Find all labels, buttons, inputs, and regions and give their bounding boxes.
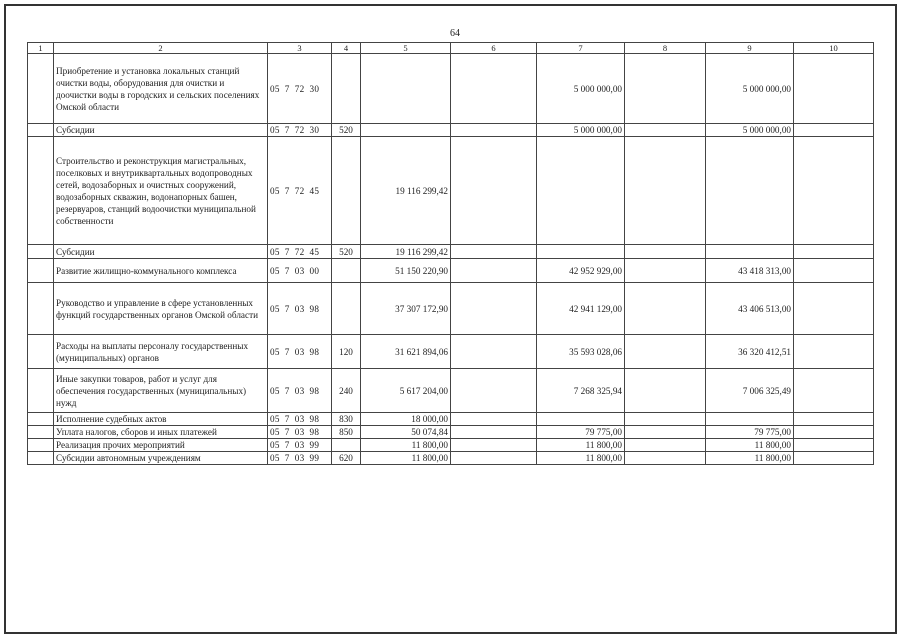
code-segment: 03 <box>294 265 305 276</box>
expense-type-code <box>332 137 361 245</box>
amount-c5: 31 621 894,06 <box>361 335 451 369</box>
row-index-cell <box>28 124 54 137</box>
classification-code <box>268 54 332 124</box>
code-segment: 05 <box>270 125 280 135</box>
amount-c5: 19 116 299,42 <box>361 245 451 259</box>
amount-c6 <box>451 452 537 465</box>
expense-type-code <box>332 54 361 124</box>
amount-c7 <box>537 245 625 259</box>
amount-c8 <box>625 124 706 137</box>
code-segment: 7 <box>284 246 290 257</box>
amount-c5: 18 000,00 <box>361 413 451 426</box>
amount-c5: 50 074,84 <box>361 426 451 439</box>
code-segment: 00 <box>309 265 320 276</box>
code-segment: 72 <box>294 125 305 135</box>
amount-c8 <box>625 413 706 426</box>
table-row <box>28 245 874 259</box>
amount-c8 <box>625 54 706 124</box>
amount-c8 <box>625 245 706 259</box>
amount-c9: 5 000 000,00 <box>706 54 794 124</box>
code-segment: 30 <box>309 125 320 135</box>
code-segment: 98 <box>309 385 320 396</box>
code-segment: 05 <box>270 385 280 396</box>
column-number: 3 <box>268 43 332 54</box>
code-segment: 05 <box>270 185 280 196</box>
amount-c10 <box>794 259 874 283</box>
code-segment: 03 <box>294 385 305 396</box>
code-segment: 05 <box>270 427 280 437</box>
amount-c8 <box>625 452 706 465</box>
amount-c7: 35 593 028,06 <box>537 335 625 369</box>
amount-c7: 42 952 929,00 <box>537 259 625 283</box>
item-description: Исполнение судебных актов <box>54 413 268 426</box>
code-segment: 7 <box>284 265 290 276</box>
code-segment: 05 <box>270 346 280 357</box>
expense-type-code <box>332 283 361 335</box>
table-row <box>28 137 874 245</box>
code-segment: 05 <box>270 440 280 450</box>
page-number: 64 <box>450 28 460 39</box>
column-number: 2 <box>54 43 268 54</box>
item-description: Расходы на выплаты персоналу государственных (муниципальных) органов <box>54 335 268 369</box>
classification-code <box>268 413 332 426</box>
amount-c6 <box>451 54 537 124</box>
column-number: 5 <box>361 43 451 54</box>
code-segment: 7 <box>284 414 290 424</box>
code-segment: 98 <box>309 303 320 314</box>
code-segment: 05 <box>270 453 280 463</box>
expense-type-code <box>332 259 361 283</box>
column-number: 4 <box>332 43 361 54</box>
classification-code <box>268 259 332 283</box>
code-segment: 99 <box>309 453 320 463</box>
amount-c6 <box>451 369 537 413</box>
table-row <box>28 369 874 413</box>
amount-c6 <box>451 137 537 245</box>
row-index-cell <box>28 335 54 369</box>
expense-type-code: 620 <box>332 452 361 465</box>
amount-c9 <box>706 245 794 259</box>
column-number: 9 <box>706 43 794 54</box>
expense-type-code: 520 <box>332 124 361 137</box>
table-row <box>28 452 874 465</box>
row-index-cell <box>28 54 54 124</box>
amount-c9: 79 775,00 <box>706 426 794 439</box>
item-description: Реализация прочих мероприятий <box>54 439 268 452</box>
item-description: Иные закупки товаров, работ и услуг для обеспечения государственных (муниципальных) нужд <box>54 369 268 413</box>
classification-code <box>268 137 332 245</box>
amount-c10 <box>794 54 874 124</box>
row-index-cell <box>28 452 54 465</box>
amount-c10 <box>794 137 874 245</box>
code-segment: 03 <box>294 303 305 314</box>
amount-c10 <box>794 439 874 452</box>
row-index-cell <box>28 283 54 335</box>
amount-c7: 5 000 000,00 <box>537 54 625 124</box>
amount-c9: 5 000 000,00 <box>706 124 794 137</box>
row-index-cell <box>28 439 54 452</box>
amount-c5: 19 116 299,42 <box>361 137 451 245</box>
code-segment: 7 <box>284 346 290 357</box>
item-description: Приобретение и установка локальных станций очистки воды, оборудования для очистки и доочистки воды в городских и сельских поселениях Омской области <box>54 54 268 124</box>
amount-c5: 11 800,00 <box>361 439 451 452</box>
amount-c9 <box>706 413 794 426</box>
code-segment: 05 <box>270 303 280 314</box>
code-segment: 7 <box>284 83 290 94</box>
amount-c8 <box>625 369 706 413</box>
classification-code <box>268 369 332 413</box>
amount-c8 <box>625 335 706 369</box>
budget-table <box>27 42 874 465</box>
amount-c10 <box>794 413 874 426</box>
code-segment: 99 <box>309 440 320 450</box>
amount-c7: 79 775,00 <box>537 426 625 439</box>
amount-c6 <box>451 124 537 137</box>
amount-c5 <box>361 54 451 124</box>
item-description: Развитие жилищно-коммунального комплекса <box>54 259 268 283</box>
row-index-cell <box>28 137 54 245</box>
amount-c6 <box>451 439 537 452</box>
code-segment: 7 <box>284 427 290 437</box>
expense-type-code <box>332 439 361 452</box>
amount-c8 <box>625 439 706 452</box>
column-number: 8 <box>625 43 706 54</box>
code-segment: 05 <box>270 414 280 424</box>
amount-c10 <box>794 283 874 335</box>
table-row <box>28 426 874 439</box>
amount-c7: 11 800,00 <box>537 439 625 452</box>
amount-c10 <box>794 335 874 369</box>
expense-type-code: 830 <box>332 413 361 426</box>
item-description: Субсидии <box>54 124 268 137</box>
code-segment: 98 <box>309 414 320 424</box>
item-description: Руководство и управление в сфере установленных функций государственных органов Омской области <box>54 283 268 335</box>
column-number: 1 <box>28 43 54 54</box>
amount-c10 <box>794 245 874 259</box>
amount-c6 <box>451 283 537 335</box>
column-number: 6 <box>451 43 537 54</box>
amount-c6 <box>451 245 537 259</box>
code-segment: 72 <box>294 246 305 257</box>
amount-c8 <box>625 137 706 245</box>
code-segment: 7 <box>284 453 290 463</box>
code-segment: 45 <box>309 246 320 257</box>
amount-c9: 11 800,00 <box>706 452 794 465</box>
amount-c9: 7 006 325,49 <box>706 369 794 413</box>
amount-c10 <box>794 426 874 439</box>
expense-type-code: 850 <box>332 426 361 439</box>
table-row <box>28 413 874 426</box>
row-index-cell <box>28 259 54 283</box>
table-row <box>28 54 874 124</box>
code-segment: 7 <box>284 440 290 450</box>
table-row <box>28 335 874 369</box>
column-number: 10 <box>794 43 874 54</box>
amount-c10 <box>794 124 874 137</box>
amount-c5: 11 800,00 <box>361 452 451 465</box>
code-segment: 72 <box>294 83 305 94</box>
column-number-row <box>28 43 874 54</box>
code-segment: 7 <box>284 303 290 314</box>
code-segment: 03 <box>294 346 305 357</box>
amount-c8 <box>625 426 706 439</box>
expense-type-code: 520 <box>332 245 361 259</box>
classification-code <box>268 439 332 452</box>
amount-c5: 5 617 204,00 <box>361 369 451 413</box>
table-row <box>28 283 874 335</box>
amount-c9: 43 406 513,00 <box>706 283 794 335</box>
amount-c9: 43 418 313,00 <box>706 259 794 283</box>
amount-c9: 11 800,00 <box>706 439 794 452</box>
table-row <box>28 259 874 283</box>
code-segment: 30 <box>309 83 320 94</box>
code-segment: 98 <box>309 346 320 357</box>
code-segment: 7 <box>284 185 290 196</box>
amount-c6 <box>451 426 537 439</box>
code-segment: 72 <box>294 185 305 196</box>
code-segment: 98 <box>309 427 320 437</box>
classification-code <box>268 124 332 137</box>
classification-code <box>268 283 332 335</box>
classification-code <box>268 426 332 439</box>
code-segment: 05 <box>270 83 280 94</box>
code-segment: 05 <box>270 246 280 257</box>
amount-c8 <box>625 283 706 335</box>
amount-c10 <box>794 369 874 413</box>
row-index-cell <box>28 426 54 439</box>
code-segment: 03 <box>294 414 305 424</box>
row-index-cell <box>28 245 54 259</box>
amount-c7: 7 268 325,94 <box>537 369 625 413</box>
item-description: Субсидии <box>54 245 268 259</box>
code-segment: 03 <box>294 440 305 450</box>
classification-code <box>268 335 332 369</box>
code-segment: 03 <box>294 427 305 437</box>
amount-c5: 51 150 220,90 <box>361 259 451 283</box>
classification-code <box>268 452 332 465</box>
amount-c7 <box>537 137 625 245</box>
item-description: Уплата налогов, сборов и иных платежей <box>54 426 268 439</box>
code-segment: 7 <box>284 125 290 135</box>
amount-c6 <box>451 413 537 426</box>
table-row <box>28 124 874 137</box>
item-description: Субсидии автономным учреждениям <box>54 452 268 465</box>
row-index-cell <box>28 369 54 413</box>
column-number: 7 <box>537 43 625 54</box>
amount-c7: 42 941 129,00 <box>537 283 625 335</box>
amount-c9 <box>706 137 794 245</box>
amount-c7: 5 000 000,00 <box>537 124 625 137</box>
row-index-cell <box>28 413 54 426</box>
code-segment: 05 <box>270 265 280 276</box>
classification-code <box>268 245 332 259</box>
amount-c6 <box>451 335 537 369</box>
expense-type-code: 240 <box>332 369 361 413</box>
amount-c5 <box>361 124 451 137</box>
amount-c6 <box>451 259 537 283</box>
code-segment: 7 <box>284 385 290 396</box>
amount-c7 <box>537 413 625 426</box>
amount-c10 <box>794 452 874 465</box>
code-segment: 45 <box>309 185 320 196</box>
code-segment: 03 <box>294 453 305 463</box>
amount-c8 <box>625 259 706 283</box>
expense-type-code: 120 <box>332 335 361 369</box>
amount-c9: 36 320 412,51 <box>706 335 794 369</box>
amount-c5: 37 307 172,90 <box>361 283 451 335</box>
amount-c7: 11 800,00 <box>537 452 625 465</box>
item-description: Строительство и реконструкция магистральных, поселковых и внутриквартальных водопроводных сетей, водозаборных и очистных сооружений, водозаборных скважин, водонапорных башен, резервуаров, станций водоочистки муниципальной собственности <box>54 137 268 245</box>
table-row <box>28 439 874 452</box>
